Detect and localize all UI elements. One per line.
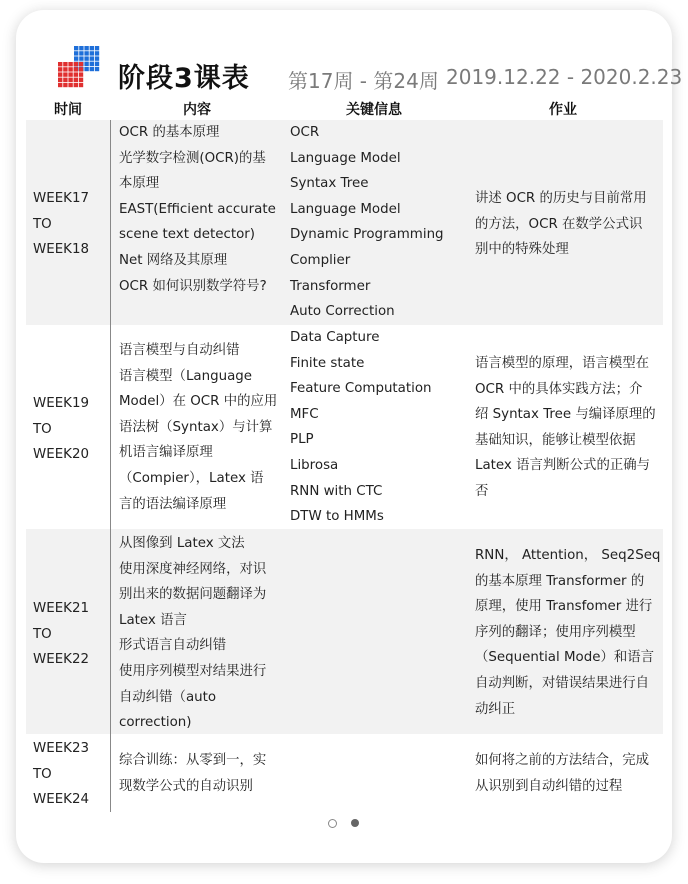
homework-cell-line: Latex 语言判断公式的正确与 [475,458,651,474]
keys-cell-line: DTW to HMMs [290,509,384,525]
time-cell [33,596,89,673]
time-cell [33,736,89,813]
page-dot-2[interactable] [351,819,359,827]
keys-cell [290,325,432,530]
column-header-content: 内容 [183,102,211,118]
keys-cell-line: RNN with CTC [290,483,383,499]
content-cell [119,120,276,299]
content-cell-line: 机语言编译原理 [119,445,213,461]
homework-cell-line: 绍 Syntax Tree 与编译原理的 [475,407,656,423]
content-cell-line: OCR 的基本原理 [119,125,220,140]
time-cell-line: TO [33,766,52,782]
content-cell [119,338,277,517]
content-cell [119,531,266,736]
keys-cell-line: Language Model [290,150,401,166]
date-range: 2019.12.22 - 2020.2.23 [446,65,683,89]
homework-cell-line: 原理，使用 Transfomer 进行 [475,599,653,615]
time-cell-line: WEEK18 [33,242,89,258]
time-cell-line: WEEK22 [33,652,89,668]
keys-cell-line: Transformer [290,278,371,294]
time-cell-line: WEEK19 [33,396,89,411]
keys-cell-line: Syntax Tree [290,176,369,192]
content-cell-line: 言的语法编译原理 [119,496,227,512]
keys-cell [290,120,444,325]
content-cell [119,748,266,799]
content-cell-line: 现数学公式的自动识别 [119,778,253,794]
grid-logo-icon [56,46,102,92]
homework-cell [475,543,660,722]
keys-cell-line: Librosa [290,457,339,473]
column-divider [110,120,111,812]
content-cell-line: correction) [119,715,192,731]
content-cell-line: 形式语言自动纠错 [119,638,227,654]
column-header-time: 时间 [54,102,82,118]
column-header-keys: 关键信息 [346,102,402,118]
homework-cell-line: 基础知识，能够让模型依据 [475,432,636,448]
homework-cell-line: 别中的特殊处理 [475,242,569,258]
content-cell-line: 自动纠错（auto [119,689,217,705]
page-dot-1[interactable] [328,819,337,828]
content-cell-line: Model）在 OCR 中的应用 [119,394,278,410]
time-cell-line: TO [33,421,52,437]
keys-cell-line: OCR [290,125,320,140]
homework-cell [475,748,649,799]
time-cell-line: TO [33,216,52,232]
time-cell-line: WEEK20 [33,447,89,463]
homework-cell-line: 语言模型的原理，语言模型在 [475,356,650,371]
content-cell-line: OCR 如何识别数学符号? [119,278,267,294]
content-cell-line: 使用序列模型对结果进行 [119,663,267,679]
homework-cell-line: 自动判断，对错误结果进行自 [475,675,650,691]
keys-cell-line: MFC [290,406,319,422]
homework-cell-line: 从识别到自动纠错的过程 [475,778,623,794]
homework-cell-line: 动纠正 [475,701,516,717]
content-cell-line: Latex 语言 [119,612,187,628]
content-cell-line: （Compier），Latex 语 [119,470,264,486]
time-cell-line: WEEK21 [33,601,89,616]
homework-cell-line: （Sequential Mode）和语言 [475,650,655,666]
homework-cell-line: 序列的翻译；使用序列模型 [475,624,636,640]
keys-cell-line: Dynamic Programming [290,227,444,243]
homework-cell [475,351,656,505]
homework-cell-line: RNN， Attention， Seq2Seq [475,548,661,563]
homework-cell-line: 的基本原理 Transformer 的 [475,573,645,589]
homework-cell-line: 否 [475,483,489,499]
content-cell-line: 使用深度神经网络，对识 [119,561,267,577]
time-cell [33,186,89,263]
content-cell-line: scene text detector) [119,227,256,243]
keys-cell-line: Complier [290,252,351,268]
time-cell [33,391,89,468]
keys-cell-line: Language Model [290,201,401,217]
content-cell-line: 语言模型与自动纠错 [119,343,240,358]
page-title: 阶段3课表 [118,63,250,94]
content-cell-line: EAST(Efficient accurate [119,201,276,217]
homework-cell-line: 讲述 OCR 的历史与目前常用 [475,191,647,206]
column-header-homework: 作业 [549,102,577,118]
content-cell-line: 语言模型（Language [119,368,253,384]
week-range: 第17周 - 第24周 [288,69,439,93]
homework-cell [475,186,647,263]
content-cell-line: 本原理 [119,176,160,192]
homework-cell-line: 的方法，OCR 在数学公式识 [475,216,643,232]
content-cell-line: 从图像到 Latex 文法 [119,536,245,551]
content-cell-line: 光学数字检测(OCR)的基 [119,150,266,166]
homework-cell-line: 如何将之前的方法结合，完成 [475,753,650,768]
content-cell-line: 语法树（Syntax）与计算 [119,419,273,435]
time-cell-line: WEEK23 [33,741,89,756]
content-cell-line: 综合训练：从零到一，实 [119,753,267,768]
keys-cell-line: Finite state [290,355,365,371]
content-cell-line: 别出来的数据问题翻译为 [119,587,267,603]
keys-cell-line: Feature Computation [290,381,432,397]
keys-cell-line: Data Capture [290,330,380,345]
homework-cell-line: OCR 中的具体实践方法；介 [475,381,643,397]
time-cell-line: WEEK24 [33,792,89,808]
time-cell-line: WEEK17 [33,191,89,206]
keys-cell-line: Auto Correction [290,304,395,320]
keys-cell-line: PLP [290,432,314,448]
content-cell-line: Net 网络及其原理 [119,252,228,268]
time-cell-line: TO [33,626,52,642]
